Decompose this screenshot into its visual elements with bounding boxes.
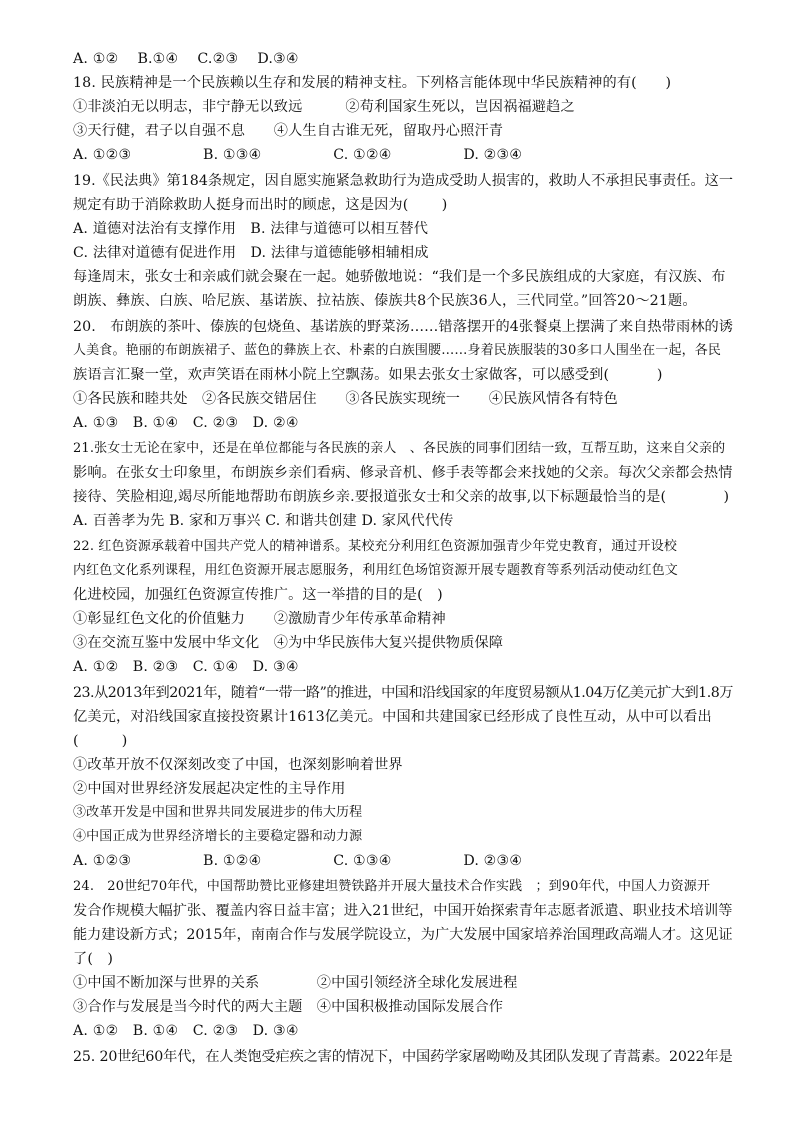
q22-stem-1: 22. 红色资源承载着中国共产党人的精神谱系。某校充分利用红色资源加强青少年党史教育，通过开设校 bbox=[73, 539, 678, 554]
q24-item-3-4: ③合作与发展是当今时代的两大主题 ④中国积极推动国际发展合作 bbox=[73, 999, 504, 1015]
q23-stem-3: ( ) bbox=[73, 733, 128, 749]
q19-stem-2: 规定有助于消除救助人挺身而出时的顾虑，这是因为( ) bbox=[73, 197, 448, 213]
q20-stem-3: 族语言汇聚一堂，欢声笑语在雨林小院上空飘荡。如果去张女士家做客，可以感受到( ) bbox=[73, 367, 663, 383]
q23-stem-1: 23.从2013年到2021年，随着“一带一路”的推进，中国和沿线国家的年度贸易额从1.04万亿美元扩大到1.8万 bbox=[73, 685, 733, 701]
q20-options: A. ①③ B. ①④ C. ②③ D. ②④ bbox=[73, 415, 299, 431]
q23-item-2: ②中国对世界经济发展起决定性的主导作用 bbox=[73, 781, 346, 797]
q20-stem-1: 20. 布朗族的茶叶、傣族的包烧鱼、基诺族的野菜汤……错落摆开的4张餐桌上摆满了来自热带雨林的诱 bbox=[73, 319, 734, 335]
q19-options-cd: C. 法律对道德有促进作用 D. 法律与道德能够相辅相成 bbox=[73, 245, 429, 261]
q25-stem-1: 25. 20世纪60年代，在人类饱受疟疾之害的情况下，中国药学家屠呦呦及其团队发现了青蒿素。2022年是 bbox=[73, 1049, 733, 1065]
q19-options-ab: A. 道德对法治有支撑作用 B. 法律与道德可以相互替代 bbox=[73, 221, 429, 237]
material-20-21-2: 朗族、彝族、白族、哈尼族、基诺族、拉祜族、傣族共8个民族36人，三代同堂。”回答20～21题。 bbox=[73, 293, 697, 309]
q22-stem-3: 化进校园，加强红色资源宣传推广。这一举措的目的是( ) bbox=[73, 587, 443, 603]
q23-item-4: ④中国正成为世界经济增长的主要稳定器和动力源 bbox=[73, 829, 363, 844]
q24-stem-4: 了( ) bbox=[73, 951, 114, 967]
q21-stem-3: 接待、笑脸相迎,竭尽所能地帮助布朗族乡亲.要报道张女士和父亲的故事,以下标题最恰当的是( ) bbox=[73, 489, 730, 505]
q24-stem-1: 24. 20世纪70年代，中国帮助赞比亚修建坦赞铁路并开展大量技术合作实践 ；到90年代，中国人力资源开 bbox=[73, 879, 711, 894]
q20-items: ①各民族和睦共处 ②各民族交错居住 ③各民族实现统一 ④民族风情各有特色 bbox=[73, 391, 618, 407]
q18-item-3-4: ③天行健，君子以自强不息 ④人生自古谁无死，留取丹心照汗青 bbox=[73, 123, 504, 139]
q22-options: A. ①② B. ②③ C. ①④ D. ③④ bbox=[73, 659, 299, 675]
q19-stem-1: 19.《民法典》第184条规定，因自愿实施紧急救助行为造成受助人损害的，救助人不承担民事责任。这一 bbox=[73, 173, 734, 189]
material-20-21-1: 每逢周末，张女士和亲戚们就会聚在一起。她骄傲地说：“我们是一个多民族组成的大家庭，有汉族、布 bbox=[73, 269, 726, 285]
q21-stem-2: 影响。在张女士印象里，布朗族乡亲们看病、修录音机、修手表等都会来找她的父亲。每次父亲都会热情 bbox=[73, 465, 733, 481]
q21-options: A. 百善孝为先 B. 家和万事兴 C. 和谐共创建 D. 家风代代传 bbox=[73, 513, 454, 529]
q23-item-3: ③改革开发是中国和世界共同发展进步的伟大历程 bbox=[73, 805, 363, 820]
q22-stem-2: 内红色文化系列课程，用红色资源开展志愿服务，利用红色场馆资源开展专题教育等系列活动使动红色文 bbox=[73, 563, 678, 578]
q20-stem-2: 人美食。艳丽的布朗族裙子、蓝色的彝族上衣、朴素的白族围腰……身着民族服装的30多口人围坐在一起，各民 bbox=[73, 343, 722, 358]
q24-stem-3: 能力建设新方式；2015年，南南合作与发展学院设立，为广大发展中国家培养治国理政高端人才。这见证 bbox=[73, 927, 733, 943]
q18-options: A. ①②③ B. ①③④ C. ①②④ D. ②③④ bbox=[73, 147, 523, 163]
q22-item-1-2: ①彰显红色文化的价值魅力 ②激励青少年传承革命精神 bbox=[73, 611, 446, 627]
q23-options: A. ①②③ B. ①②④ C. ①③④ D. ②③④ bbox=[73, 853, 523, 869]
q22-item-3-4: ③在交流互鉴中发展中华文化 ④为中华民族伟大复兴提供物质保障 bbox=[73, 635, 504, 651]
q23-stem-2: 亿美元，对沿线国家直接投资累计1613亿美元。中国和共建国家已经形成了良性互动，从中可以看出 bbox=[73, 709, 712, 725]
q23-item-1: ①改革开放不仅深刻改变了中国，也深刻影响着世界 bbox=[73, 757, 403, 773]
q18-stem: 18. 民族精神是一个民族赖以生存和发展的精神支柱。下列格言能体现中华民族精神的有( ) bbox=[73, 75, 672, 91]
q18-item-1-2: ①非淡泊无以明志，非宁静无以致远 ②苟利国家生死以，岂因祸福避趋之 bbox=[73, 99, 575, 115]
q24-options: A. ①② B. ①④ C. ②③ D. ③④ bbox=[73, 1023, 299, 1039]
q17-options: A. ①② B.①④ C.②③ D.③④ bbox=[73, 51, 299, 67]
q24-item-1-2: ①中国不断加深与世界的关系 ②中国引领经济全球化发展进程 bbox=[73, 975, 518, 991]
q21-stem-1: 21.张女士无论在家中，还是在单位都能与各民族的亲人 、各民族的同事们团结一致，互帮互助，这来自父亲的 bbox=[73, 441, 726, 456]
q24-stem-2: 发合作规模大幅扩张、覆盖内容日益丰富；进入21世纪，中国开始探索青年志愿者派遣、职业技术培训等 bbox=[73, 903, 733, 919]
